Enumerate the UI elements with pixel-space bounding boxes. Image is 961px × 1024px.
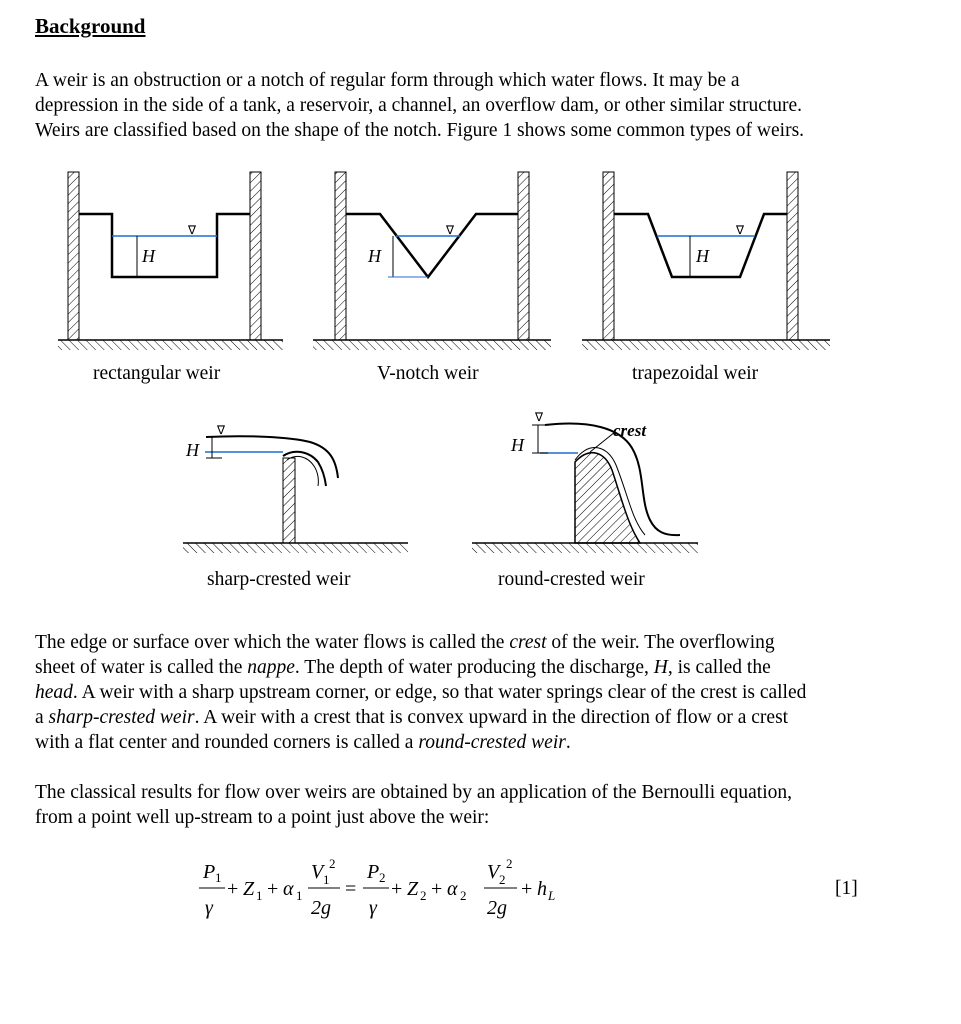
caption-rectangular: rectangular weir <box>93 363 221 384</box>
symbol-h: H <box>653 657 668 678</box>
eq-sub: 1 <box>215 870 222 885</box>
term-crest: crest <box>509 632 547 653</box>
term-nappe: nappe <box>247 657 295 678</box>
trapezoidal-weir-diagram <box>582 172 830 350</box>
text-run: with a flat center and rounded corners is called a <box>35 732 419 753</box>
text-run: . A weir with a sharp upstream corner, or edge, so that water springs clear of the crest is called <box>72 682 807 703</box>
bernoulli-paragraph <box>35 780 891 830</box>
term-sharp-crested: sharp-crested weir <box>48 707 195 728</box>
eq-sub: 1 <box>256 888 263 903</box>
round-crested-weir-diagram <box>472 410 698 553</box>
text-run: of the weir. The overflowing <box>546 632 775 653</box>
eq-sub: 2 <box>460 888 467 903</box>
intro-paragraph <box>35 68 891 143</box>
paragraph-line: Weirs are classified based on the shape of the notch. Figure 1 shows some common types of weirs. <box>35 120 805 141</box>
nappe-upper <box>206 436 338 478</box>
paragraph-line: The classical results for flow over weirs are obtained by an application of the Bernoulli equation, <box>35 782 793 803</box>
text-run: The edge or surface over which the water flows is called the <box>35 632 510 653</box>
weir-body <box>575 453 640 543</box>
caption-trapezoidal: trapezoidal weir <box>632 363 759 384</box>
eq-sub: 2 <box>499 872 506 887</box>
eq-gamma: γ <box>205 897 213 919</box>
head-label: H <box>696 246 709 266</box>
eq-equals: = <box>345 878 357 900</box>
caption-round: round-crested weir <box>498 569 645 590</box>
right-wall <box>250 172 261 340</box>
caption-sharp: sharp-crested weir <box>207 569 351 590</box>
paragraph-line <box>35 705 891 730</box>
eq-v1: V <box>311 861 324 883</box>
eq-sq: 2 <box>329 856 336 871</box>
eq-plus: + <box>227 878 239 900</box>
water-level-icon: ∇ <box>446 223 455 237</box>
eq-z: Z <box>407 878 419 900</box>
eq-plus: + <box>431 878 443 900</box>
eq-2g: 2g <box>311 897 331 919</box>
paragraph-line: A weir is an obstruction or a notch of regular form through which water flows. It may be a <box>35 70 740 91</box>
crest-label: crest <box>613 421 647 440</box>
head-label: H <box>511 435 524 455</box>
paragraph-line <box>35 680 891 705</box>
equation-number: [1] <box>835 878 858 899</box>
eq-p1: P <box>203 861 216 883</box>
eq-sub-l: L <box>548 888 556 903</box>
eq-plus: + <box>521 878 533 900</box>
paragraph-line: depression in the side of a tank, a reservoir, a channel, an overflow dam, or other similar structure. <box>35 95 803 116</box>
eq-sub: 1 <box>323 872 330 887</box>
paragraph-line: from a point well up-stream to a point just above the weir: <box>35 807 490 828</box>
weir-plate <box>283 458 295 543</box>
caption-vnotch: V-notch weir <box>377 363 479 384</box>
eq-sub: 2 <box>379 870 386 885</box>
paragraph-line <box>35 655 891 680</box>
text-run: sheet of water is called the <box>35 657 248 678</box>
left-wall <box>68 172 79 340</box>
eq-2g: 2g <box>487 897 507 919</box>
text-run: . The depth of water producing the discharge, <box>294 657 654 678</box>
definitions-paragraph <box>35 630 891 755</box>
rectangular-weir-diagram <box>58 172 283 350</box>
paragraph-line <box>35 730 891 755</box>
head-label: H <box>186 440 199 460</box>
water-level-icon: ∇ <box>736 223 745 237</box>
paragraph-line <box>35 630 891 655</box>
term-head: head <box>35 682 73 703</box>
text-run: . A weir with a crest that is convex upward in the direction of flow or a crest <box>194 707 789 728</box>
eq-sub: 2 <box>420 888 427 903</box>
water-level-icon: ∇ <box>535 410 544 424</box>
eq-alpha: α <box>283 878 294 900</box>
eq-v2: V <box>487 861 500 883</box>
bernoulli-equation <box>195 848 575 928</box>
v-notch-weir-diagram <box>313 172 551 350</box>
eq-gamma: γ <box>369 897 377 919</box>
term-round-crested: round-crested weir <box>418 732 566 753</box>
eq-z: Z <box>243 878 255 900</box>
eq-h: h <box>537 878 547 900</box>
eq-alpha: α <box>447 878 458 900</box>
water-level-icon: ∇ <box>188 223 197 237</box>
eq-p2: P <box>367 861 380 883</box>
head-label: H <box>368 246 381 266</box>
water-level-icon: ∇ <box>217 423 226 437</box>
text-run: a <box>35 707 49 728</box>
eq-plus: + <box>391 878 403 900</box>
eq-sub: 1 <box>296 888 303 903</box>
head-label: H <box>142 246 155 266</box>
text-run: , is called the <box>667 657 771 678</box>
eq-sq: 2 <box>506 856 513 871</box>
text-run: . <box>565 732 571 753</box>
section-heading: Background <box>35 14 146 38</box>
ground-hatch <box>58 340 283 350</box>
sharp-crested-weir-diagram <box>183 423 408 553</box>
eq-plus: + <box>267 878 279 900</box>
notch-outline <box>79 214 250 277</box>
